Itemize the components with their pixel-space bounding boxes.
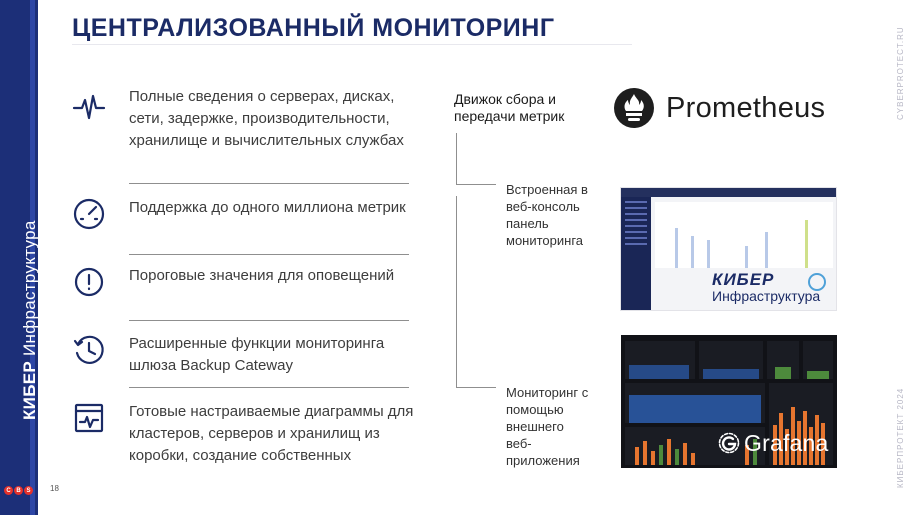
prometheus-name: Prometheus	[666, 92, 826, 124]
connector-line	[456, 184, 496, 185]
grafana-panel	[767, 341, 799, 379]
alert-icon	[72, 265, 106, 299]
feature-divider	[129, 320, 409, 321]
external-label: Мониторинг с помощью внешнего веб-приложения	[506, 385, 589, 468]
feature-text: Расширенные функции мониторинга шлюза Backup Cateway	[129, 335, 385, 374]
console-topbar	[621, 188, 837, 197]
feature-text: Готовые настраиваемые диаграммы для кластеров, серверов и хранилищ из коробки, создание собственных	[129, 403, 414, 464]
logo-dot: C	[4, 486, 13, 495]
kiber-logo-bottom: Инфраструктура	[712, 288, 821, 304]
kiber-logo-top: КИБЕР	[712, 270, 775, 289]
side-caption-bottom: КИБЕРПРОТЕКТ 2024	[896, 387, 905, 488]
connector-line	[456, 387, 496, 388]
grafana-panel	[803, 341, 833, 379]
grafana-panel	[699, 341, 763, 379]
connector-line	[456, 196, 457, 387]
page-number: 18	[50, 484, 59, 493]
logo-dot: S	[24, 486, 33, 495]
console-chart-panel	[655, 202, 833, 268]
feature-divider	[129, 387, 409, 388]
builtin-label: Встроенная в веб-консоль панель мониторинга	[506, 182, 588, 248]
grafana-panel	[625, 341, 695, 379]
sidebar-brand-bold: КИБЕР	[20, 361, 39, 420]
kiber-infrastructure-logo	[712, 270, 820, 304]
console-sidebar	[621, 197, 651, 311]
feature-text: Пороговые значения для оповещений	[129, 267, 395, 284]
prometheus-logo-icon	[614, 88, 654, 128]
sidebar-logo-dots	[4, 486, 33, 495]
kiber-badge-icon	[808, 273, 826, 291]
grafana-panel	[625, 383, 765, 423]
dashboard-icon	[72, 401, 106, 435]
feature-divider	[129, 183, 409, 184]
pulse-icon	[72, 90, 106, 124]
grafana-name: Grafana	[744, 430, 829, 456]
side-caption-top: CYBERPROTECT.RU	[896, 26, 905, 120]
slide-title: ЦЕНТРАЛИЗОВАННЫЙ МОНИТОРИНГ	[72, 14, 555, 42]
grafana-logo-icon	[718, 432, 740, 454]
feature-text: Полные сведения о серверах, дисках, сети, задержке, производительности, хранилище и вычислительных службах	[129, 88, 404, 149]
gauge-icon	[72, 197, 106, 231]
title-divider	[72, 44, 632, 45]
sidebar-brand	[20, 220, 40, 420]
sidebar	[0, 0, 38, 515]
sidebar-brand-regular: Инфраструктура	[20, 220, 39, 356]
engine-label: Движок сбора и передачи метрик	[454, 91, 565, 124]
feature-divider	[129, 254, 409, 255]
history-icon	[72, 333, 106, 367]
logo-dot: B	[14, 486, 23, 495]
connector-line	[456, 133, 457, 184]
feature-text: Поддержка до одного миллиона метрик	[129, 199, 406, 216]
